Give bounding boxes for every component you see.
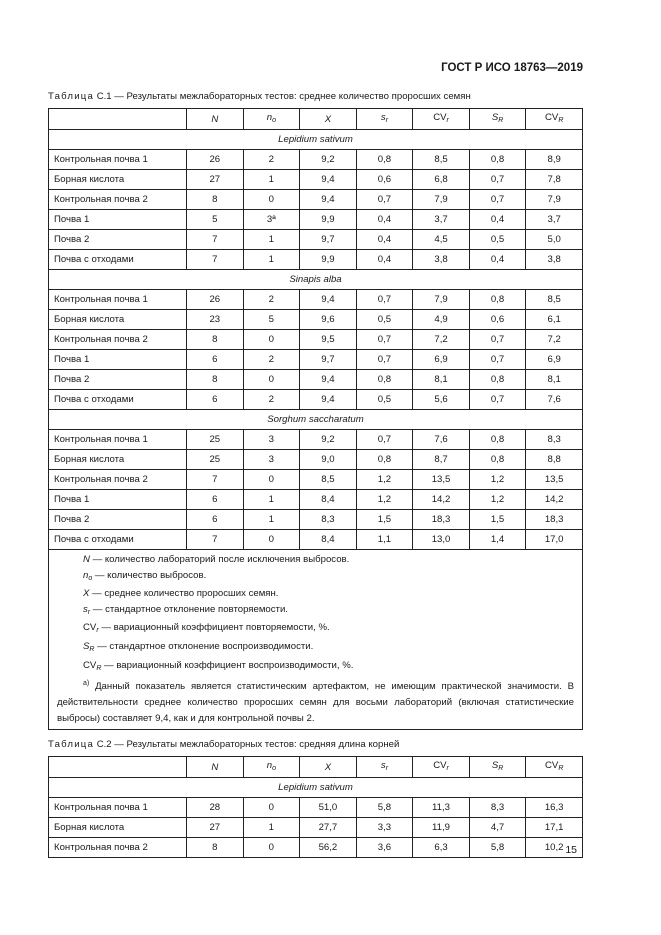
table-cell: 0,6 <box>469 310 526 330</box>
table-cell: 0,8 <box>469 450 526 470</box>
table-cell: 6 <box>187 490 244 510</box>
table-cell: 0,5 <box>356 390 413 410</box>
table-cell: 0,7 <box>469 390 526 410</box>
table-cell: 9,4 <box>300 370 357 390</box>
table-cell: 4,7 <box>469 818 526 838</box>
row-label: Почва с отходами <box>49 530 187 550</box>
table-cell: 25 <box>187 430 244 450</box>
table-cell: 5,6 <box>413 390 470 410</box>
table-row <box>49 450 583 470</box>
table-cell: 8,1 <box>526 370 583 390</box>
table-cell: 7,6 <box>526 390 583 410</box>
column-header <box>49 109 187 130</box>
table-cell: 1,2 <box>356 490 413 510</box>
table-cell: 25 <box>187 450 244 470</box>
table-cell: 11,9 <box>413 818 470 838</box>
table-cell: 8 <box>187 370 244 390</box>
table-cell: 5,0 <box>526 230 583 250</box>
table-cell: 1,5 <box>469 510 526 530</box>
column-header: $CV_R$ <box>526 757 583 778</box>
table1 <box>48 108 583 730</box>
table-cell: 0 <box>243 470 300 490</box>
table-cell: 0,7 <box>356 190 413 210</box>
table-cell: 17,1 <box>526 818 583 838</box>
table-cell: 2 <box>243 350 300 370</box>
row-label: Почва 1 <box>49 210 187 230</box>
table2 <box>48 756 583 858</box>
row-label: Контрольная почва 2 <box>49 470 187 490</box>
table-cell: 9,6 <box>300 310 357 330</box>
table-cell: 8,5 <box>413 150 470 170</box>
table-cell: 0,8 <box>356 370 413 390</box>
table-cell: 8,4 <box>300 530 357 550</box>
column-header: $S_R$ <box>469 109 526 130</box>
table-cell: 9,9 <box>300 210 357 230</box>
table-cell: 0,7 <box>469 190 526 210</box>
row-label: Борная кислота <box>49 170 187 190</box>
legend-line: $S_R$ — стандартное отклонение воспроизводимости. <box>83 640 314 653</box>
table-cell: 3,8 <box>413 250 470 270</box>
table-cell: 3,3 <box>356 818 413 838</box>
table-cell: 8,5 <box>300 470 357 490</box>
column-header: $S_R$ <box>469 757 526 778</box>
row-label: Контрольная почва 1 <box>49 430 187 450</box>
header-row <box>49 109 583 130</box>
column-header <box>49 757 187 778</box>
table-row <box>49 210 583 230</box>
table-cell: 7,8 <box>526 170 583 190</box>
species-name: Lepidium sativum <box>49 778 583 798</box>
table-cell: 0,4 <box>356 210 413 230</box>
table-cell: 0,4 <box>469 250 526 270</box>
table-row <box>49 390 583 410</box>
table-cell: 4,9 <box>413 310 470 330</box>
table-cell: 0,8 <box>356 150 413 170</box>
table-cell: 7,9 <box>526 190 583 210</box>
table-cell: 6,9 <box>413 350 470 370</box>
table-cell: 5 <box>187 210 244 230</box>
table-cell: 8,8 <box>526 450 583 470</box>
row-label: Почва с отходами <box>49 390 187 410</box>
table-cell: 1,4 <box>469 530 526 550</box>
table-cell: 3,7 <box>526 210 583 230</box>
table-cell: 8,1 <box>413 370 470 390</box>
table-cell: 0 <box>243 838 300 858</box>
table-cell: 1,1 <box>356 530 413 550</box>
table-cell: 9,2 <box>300 430 357 450</box>
row-label: Контрольная почва 1 <box>49 290 187 310</box>
table-cell: 0,7 <box>356 430 413 450</box>
table-cell: 9,4 <box>300 190 357 210</box>
row-label: Почва с отходами <box>49 250 187 270</box>
table-cell: 18,3 <box>413 510 470 530</box>
legend-line: $n_o$ — количество выбросов. <box>83 569 207 582</box>
table-cell: 10,2 <box>526 838 583 858</box>
table-cell: 7,2 <box>526 330 583 350</box>
table-row <box>49 370 583 390</box>
table-cell: 6,8 <box>413 170 470 190</box>
table-cell: 3,7 <box>413 210 470 230</box>
legend-line: $CV_R$ — вариационный коэффициент воспроизводимости, %. <box>83 659 354 672</box>
table-row <box>49 510 583 530</box>
table-row <box>49 350 583 370</box>
table-cell: 18,3 <box>526 510 583 530</box>
table-cell: 1 <box>243 818 300 838</box>
row-label: Почва 1 <box>49 350 187 370</box>
legend-line: X — среднее количество проросших семян. <box>83 588 279 600</box>
table-cell: 6 <box>187 350 244 370</box>
table-cell: 0,8 <box>469 290 526 310</box>
table-cell: 6,3 <box>413 838 470 858</box>
table-cell: 1 <box>243 250 300 270</box>
table-cell: 1,2 <box>469 490 526 510</box>
table-cell: 26 <box>187 150 244 170</box>
table-cell: 3,6 <box>356 838 413 858</box>
table-cell: 0,7 <box>356 350 413 370</box>
table-row <box>49 838 583 858</box>
table-row <box>49 230 583 250</box>
table-cell: 9,4 <box>300 390 357 410</box>
table-cell: 8 <box>187 190 244 210</box>
row-label: Почва 2 <box>49 230 187 250</box>
table-cell: 6 <box>187 510 244 530</box>
column-header: X <box>300 109 357 130</box>
table-cell: 17,0 <box>526 530 583 550</box>
notes-row <box>49 550 583 730</box>
table-cell: 0,7 <box>356 330 413 350</box>
table-cell: 8 <box>187 330 244 350</box>
row-label: Борная кислота <box>49 450 187 470</box>
table-cell: 0,8 <box>469 150 526 170</box>
table-cell: 1 <box>243 510 300 530</box>
table-cell: 9,0 <box>300 450 357 470</box>
column-header: X <box>300 757 357 778</box>
table-cell: 9,5 <box>300 330 357 350</box>
table1-caption: Таблица С.1 — Результаты межлабораторных тестов: среднее количество проросших семян <box>48 91 471 102</box>
table-cell: 0,7 <box>469 170 526 190</box>
table-cell: 14,2 <box>526 490 583 510</box>
table-cell: 3ª <box>243 210 300 230</box>
row-label: Почва 1 <box>49 490 187 510</box>
footnote: $^{a)}$ Данный показатель является статистическим артефактом, не имеющим практической значимости. В действительности среднее количество проросших семян для восьми лабораторий (включая статистические выбросы) составляет 9,4, как и для контрольной почвы 2. <box>57 680 574 724</box>
table-cell: 8,7 <box>413 450 470 470</box>
table-cell: 7 <box>187 250 244 270</box>
table-cell: 2 <box>243 290 300 310</box>
table-cell: 0 <box>243 330 300 350</box>
group-row <box>49 778 583 798</box>
legend-line: $CV_r$ — вариационный коэффициент повторяемости, %. <box>83 622 330 635</box>
group-row <box>49 130 583 150</box>
column-header: $CV_r$ <box>413 757 470 778</box>
table-cell: 14,2 <box>413 490 470 510</box>
table-row <box>49 530 583 550</box>
column-header: $s_r$ <box>356 109 413 130</box>
table-cell: 27,7 <box>300 818 357 838</box>
table-row <box>49 430 583 450</box>
table-cell: 5,8 <box>356 798 413 818</box>
table-cell: 1 <box>243 170 300 190</box>
table-cell: 0,8 <box>469 430 526 450</box>
table-cell: 23 <box>187 310 244 330</box>
table-cell: 1 <box>243 230 300 250</box>
row-label: Борная кислота <box>49 818 187 838</box>
table-cell: 2 <box>243 150 300 170</box>
table-cell: 5 <box>243 310 300 330</box>
table-cell: 13,0 <box>413 530 470 550</box>
table-cell: 9,4 <box>300 290 357 310</box>
column-header: N <box>187 109 244 130</box>
table-row <box>49 150 583 170</box>
table-cell: 1,2 <box>469 470 526 490</box>
table-cell: 0,4 <box>356 250 413 270</box>
row-label: Почва 2 <box>49 370 187 390</box>
table-cell: 1 <box>243 490 300 510</box>
table-cell: 0,7 <box>356 290 413 310</box>
table-row <box>49 250 583 270</box>
table-row <box>49 818 583 838</box>
table-cell: 8,5 <box>526 290 583 310</box>
group-row <box>49 410 583 430</box>
table-cell: 8,4 <box>300 490 357 510</box>
row-label: Контрольная почва 2 <box>49 838 187 858</box>
table2-caption: Таблица С.2 — Результаты межлабораторных тестов: средняя длина корней <box>48 739 400 750</box>
table-cell: 7,9 <box>413 190 470 210</box>
table-cell: 0 <box>243 798 300 818</box>
table-cell: 7,6 <box>413 430 470 450</box>
table-row <box>49 290 583 310</box>
group-row <box>49 270 583 290</box>
table-cell: 7,9 <box>413 290 470 310</box>
table-cell: 9,2 <box>300 150 357 170</box>
table-row <box>49 310 583 330</box>
table-cell: 0,7 <box>469 330 526 350</box>
row-label: Борная кислота <box>49 310 187 330</box>
table-cell: 0,8 <box>469 370 526 390</box>
row-label: Контрольная почва 1 <box>49 150 187 170</box>
table-cell: 13,5 <box>413 470 470 490</box>
row-label: Контрольная почва 2 <box>49 330 187 350</box>
table-cell: 13,5 <box>526 470 583 490</box>
standard-designation: ГОСТ Р ИСО 18763—2019 <box>441 62 583 74</box>
table-cell: 27 <box>187 818 244 838</box>
table-cell: 0 <box>243 370 300 390</box>
table-row <box>49 470 583 490</box>
table-cell: 56,2 <box>300 838 357 858</box>
column-header: N <box>187 757 244 778</box>
table-cell: 0,7 <box>469 350 526 370</box>
table-cell: 7 <box>187 470 244 490</box>
column-header: $n_o$ <box>243 757 300 778</box>
row-label: Контрольная почва 1 <box>49 798 187 818</box>
table-cell: 0,5 <box>469 230 526 250</box>
table-cell: 2 <box>243 390 300 410</box>
table-cell: 0,4 <box>469 210 526 230</box>
legend-line: $s_r$ — стандартное отклонение повторяемости. <box>83 603 288 616</box>
table-row <box>49 798 583 818</box>
table-row <box>49 170 583 190</box>
table-cell: 7,2 <box>413 330 470 350</box>
table-cell: 3,8 <box>526 250 583 270</box>
table-cell: 27 <box>187 170 244 190</box>
table-cell: 9,7 <box>300 230 357 250</box>
table-cell: 4,5 <box>413 230 470 250</box>
table-cell: 9,4 <box>300 170 357 190</box>
table-cell: 11,3 <box>413 798 470 818</box>
table-row <box>49 490 583 510</box>
table-cell: 8 <box>187 838 244 858</box>
row-label: Почва 2 <box>49 510 187 530</box>
table-cell: 0 <box>243 190 300 210</box>
table-cell: 9,7 <box>300 350 357 370</box>
table-cell: 6 <box>187 390 244 410</box>
table-cell: 7 <box>187 230 244 250</box>
table-cell: 51,0 <box>300 798 357 818</box>
table-cell: 16,3 <box>526 798 583 818</box>
table-cell: 8,3 <box>469 798 526 818</box>
table-cell: 1,2 <box>356 470 413 490</box>
species-name: Lepidium sativum <box>49 130 583 150</box>
table-notes <box>49 550 583 730</box>
table-cell: 26 <box>187 290 244 310</box>
table-cell: 0,5 <box>356 310 413 330</box>
table-row <box>49 190 583 210</box>
table-cell: 6,9 <box>526 350 583 370</box>
table-row <box>49 330 583 350</box>
table-cell: 8,9 <box>526 150 583 170</box>
table-cell: 0 <box>243 530 300 550</box>
table-cell: 3 <box>243 430 300 450</box>
table-cell: 7 <box>187 530 244 550</box>
header-row <box>49 757 583 778</box>
table-cell: 8,3 <box>300 510 357 530</box>
table-cell: 6,1 <box>526 310 583 330</box>
table-cell: 9,9 <box>300 250 357 270</box>
column-header: $n_o$ <box>243 109 300 130</box>
row-label: Контрольная почва 2 <box>49 190 187 210</box>
table-cell: 5,8 <box>469 838 526 858</box>
table-cell: 0,8 <box>356 450 413 470</box>
page-number: 15 <box>565 844 577 856</box>
table-cell: 3 <box>243 450 300 470</box>
table-cell: 0,4 <box>356 230 413 250</box>
table-cell: 0,6 <box>356 170 413 190</box>
column-header: $CV_R$ <box>526 109 583 130</box>
column-header: $s_r$ <box>356 757 413 778</box>
legend-line: N — количество лабораторий после исключения выбросов. <box>83 554 350 565</box>
table-cell: 8,3 <box>526 430 583 450</box>
table-cell: 1,5 <box>356 510 413 530</box>
species-name: Sorghum saccharatum <box>49 410 583 430</box>
species-name: Sinapis alba <box>49 270 583 290</box>
table-cell: 28 <box>187 798 244 818</box>
column-header: $CV_r$ <box>413 109 470 130</box>
